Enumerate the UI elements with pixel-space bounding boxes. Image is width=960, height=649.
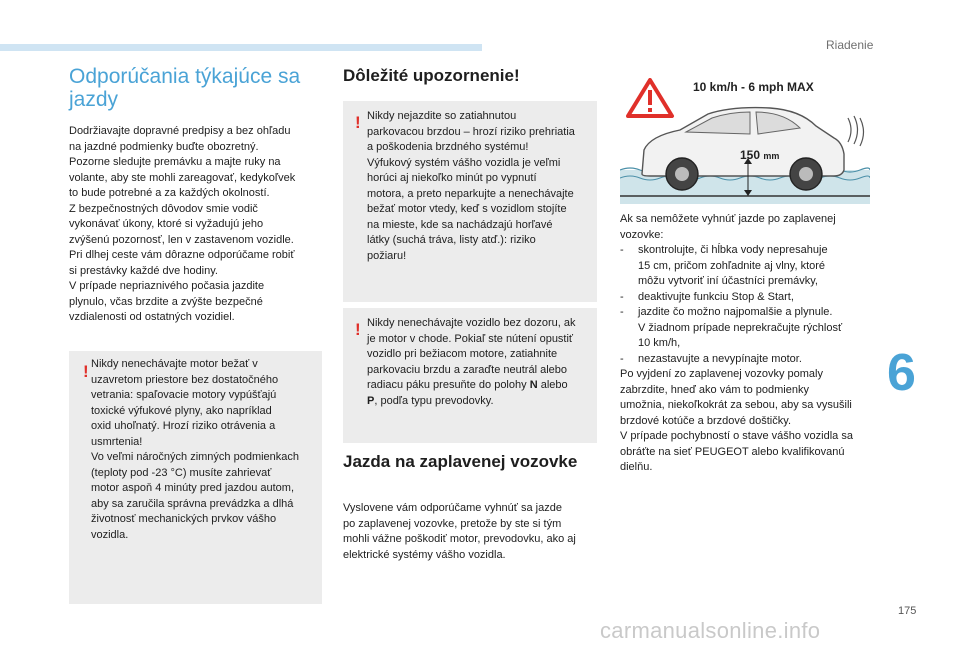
flooded-road-car-illustration: [620, 78, 870, 206]
warning-text: [91, 357, 319, 543]
text-line: umožnia, niekoľkokrát za sebou, aby sa vysušili: [620, 399, 852, 411]
text-line: brzdové kotúče a brzdové doštičky.: [620, 414, 791, 427]
text-line: aby sa zaručila správna prevádzka a dlhá: [91, 497, 294, 510]
text-line: po zaplavenej vozovke, pretože by ste si tým: [343, 517, 562, 530]
section-title-driving: Odporúčania týkajúce sa jazdy: [69, 65, 301, 111]
text-line: si prestávky každé dve hodiny.: [69, 264, 218, 277]
text-line: usmrtenia!: [91, 435, 143, 448]
text-line: V prípade pochybností o stave vášho vozidla sa: [620, 430, 853, 442]
text-line: zabrzdite, hneď ako vám to podmienky: [620, 383, 809, 396]
text-line: parkovaciu brzdu a zaraďte neutrál alebo: [367, 363, 567, 376]
text-line: na jazdné podmienky buďte obozretný.: [69, 140, 259, 153]
list-item-text: nezastavujte a nevypínajte motor.: [638, 352, 802, 365]
warning-icon: !: [83, 362, 89, 381]
text-line: [367, 378, 593, 394]
flooded-road-intro: [343, 501, 598, 563]
chapter-number: 6: [887, 344, 916, 402]
text-fragment: radiacu páku presuňte do polohy: [367, 379, 527, 391]
text-line: vozidlo pri bežiacom motore, zatiahnite: [367, 348, 558, 360]
water-depth-label: [740, 148, 779, 162]
text-line: 10 km/h,: [638, 337, 681, 349]
warning-box-parking-brake: [343, 101, 597, 302]
text-fragment: , podľa typu prevodovky.: [374, 394, 494, 407]
heading-flooded-road: Jazda na zaplavenej vozovke: [343, 452, 578, 471]
text-line: parkovacou brzdou – hrozí riziko prehriatia: [367, 125, 575, 138]
text-line: volante, aby ste mohli zareagovať, kedykoľvek: [69, 171, 296, 184]
header-bar: [0, 44, 482, 51]
watermark: carmanualsonline.info: [600, 618, 821, 643]
text-line: je motor v chode. Pokiaľ ste nútení opustiť: [367, 332, 574, 345]
text-line: Nikdy nejazdite so zatiahnutou: [367, 110, 517, 122]
text-line: môžu vytvoriť iní účastníci premávky,: [638, 275, 818, 287]
list-dash: -: [620, 306, 624, 318]
list-item-text: skontrolujte, či hĺbka vody nepresahuje: [638, 244, 828, 256]
page-number: 175: [898, 605, 917, 617]
driving-recommendations-text: [69, 124, 319, 326]
text-line: obráťte na sieť PEUGEOT alebo kvalifikovanú: [620, 445, 845, 458]
list-dash: -: [620, 290, 624, 303]
text-line: Ak sa nemôžete vyhnúť jazde po zaplavenej: [620, 213, 836, 225]
warning-box-unattended-vehicle: [343, 308, 597, 443]
warning-text: [367, 316, 593, 409]
text-line: plynulo, včas brzdite a zvýšte bezpečné: [69, 295, 263, 308]
text-line: bežať motor vtedy, keď s vozidlom stojíte: [367, 203, 567, 215]
text-line: Pozorne sledujte premávku a majte ruky na: [69, 156, 281, 168]
text-line: Dodržiavajte dopravné predpisy a bez ohľadu: [69, 125, 291, 137]
text-line: životnosť mechanických prvkov vášho: [91, 513, 277, 525]
text-line: toxické výfukové plyny, ako napríklad: [91, 404, 272, 417]
list-item-text: jazdite čo možno najpomalšie a plynule.: [638, 306, 833, 318]
text-line: Výfukový systém vášho vozidla je veľmi: [367, 156, 561, 169]
text-line: Vo veľmi náročných zimných podmienkach: [91, 451, 300, 463]
text-line: horúci aj niekoľko minút po vypnutí: [367, 172, 537, 184]
list-item: [620, 290, 875, 306]
list-item: [620, 243, 875, 259]
text-line: motor aspoň 4 minúty pred jazdou autom,: [91, 482, 295, 494]
gear-position-n: N: [529, 379, 538, 391]
text-line: Pri dlhej ceste vám dôrazne odporúčame robiť: [69, 249, 295, 261]
max-speed-label: 10 km/h - 6 mph MAX: [693, 80, 814, 94]
text-line: Vyslovene vám odporúčame vyhnúť sa jazde: [343, 502, 562, 514]
text-line: vetrania: spaľovacie motory vypúšťajú: [91, 389, 277, 401]
heading-important-notice: Dôležité upozornenie!: [343, 66, 520, 85]
section-name: Riadenie: [826, 38, 874, 52]
warning-icon: !: [355, 320, 361, 339]
text-line: Nikdy nenechávajte vozidlo bez dozoru, ak: [367, 317, 576, 329]
text-line: V prípade nepriaznivého počasia jazdite: [69, 280, 265, 292]
list-item-text: deaktivujte funkciu Stop & Start,: [638, 290, 794, 303]
text-line: mohli vážne poškodiť motor, prevodovku, ako aj: [343, 533, 576, 545]
motion-lines: [848, 116, 864, 146]
text-line: V žiadnom prípade neprekračujte rýchlosť: [638, 321, 843, 334]
warning-box-engine-running: [69, 351, 322, 604]
text-line: požiaru!: [367, 249, 407, 262]
text-line: vzdialenosti od ostatných vozidiel.: [69, 311, 235, 323]
list-dash: -: [620, 244, 624, 256]
text-line: [367, 394, 593, 410]
list-item: [620, 352, 875, 368]
gear-position-p: P: [367, 394, 375, 407]
text-line: uzavretom priestore bez dostatočného: [91, 373, 279, 386]
text-line: (teploty pod -23 °C) musíte zahrievať: [91, 466, 272, 479]
text-line: zvýšenú pozornosť, len v zastavenom vozidle.: [69, 233, 294, 246]
list-item: [620, 305, 875, 321]
flooded-road-instructions: [620, 212, 875, 476]
text-line: 15 cm, pričom zohľadnite aj vlny, ktoré: [638, 259, 826, 272]
list-dash: -: [620, 352, 624, 365]
text-line: vykonávať úkony, ktoré si vyžadujú jeho: [69, 218, 264, 230]
text-line: na mieste, kde sa nachádzajú horľavé: [367, 218, 553, 231]
depth-unit: mm: [763, 151, 780, 161]
text-line: Po vyjdení zo zaplavenej vozovky pomaly: [620, 368, 823, 380]
text-line: vozovke:: [620, 228, 664, 241]
text-line: elektrické systémy vášho vozidla.: [343, 548, 506, 561]
text-line: látky (suchá tráva, listy atď.): riziko: [367, 234, 536, 246]
text-fragment: alebo: [537, 379, 568, 391]
text-line: vozidla.: [91, 528, 129, 541]
text-line: dielňu.: [620, 461, 653, 473]
text-line: Z bezpečnostných dôvodov smie vodič: [69, 202, 258, 215]
text-line: a poškodenia brzdného systému!: [367, 141, 529, 153]
warning-icon: !: [355, 113, 361, 132]
depth-value: 150: [740, 148, 761, 162]
text-line: motora, a preto neparkujte a nenechávajte: [367, 187, 574, 200]
warning-triangle-icon: [628, 80, 672, 116]
text-line: Nikdy nenechávajte motor bežať v: [91, 358, 258, 370]
text-line: to bude potrebné a za každých okolností.: [69, 187, 270, 199]
warning-text: [367, 109, 593, 264]
text-line: oxid uhoľnatý. Hrozí riziko otrávenia a: [91, 420, 276, 432]
